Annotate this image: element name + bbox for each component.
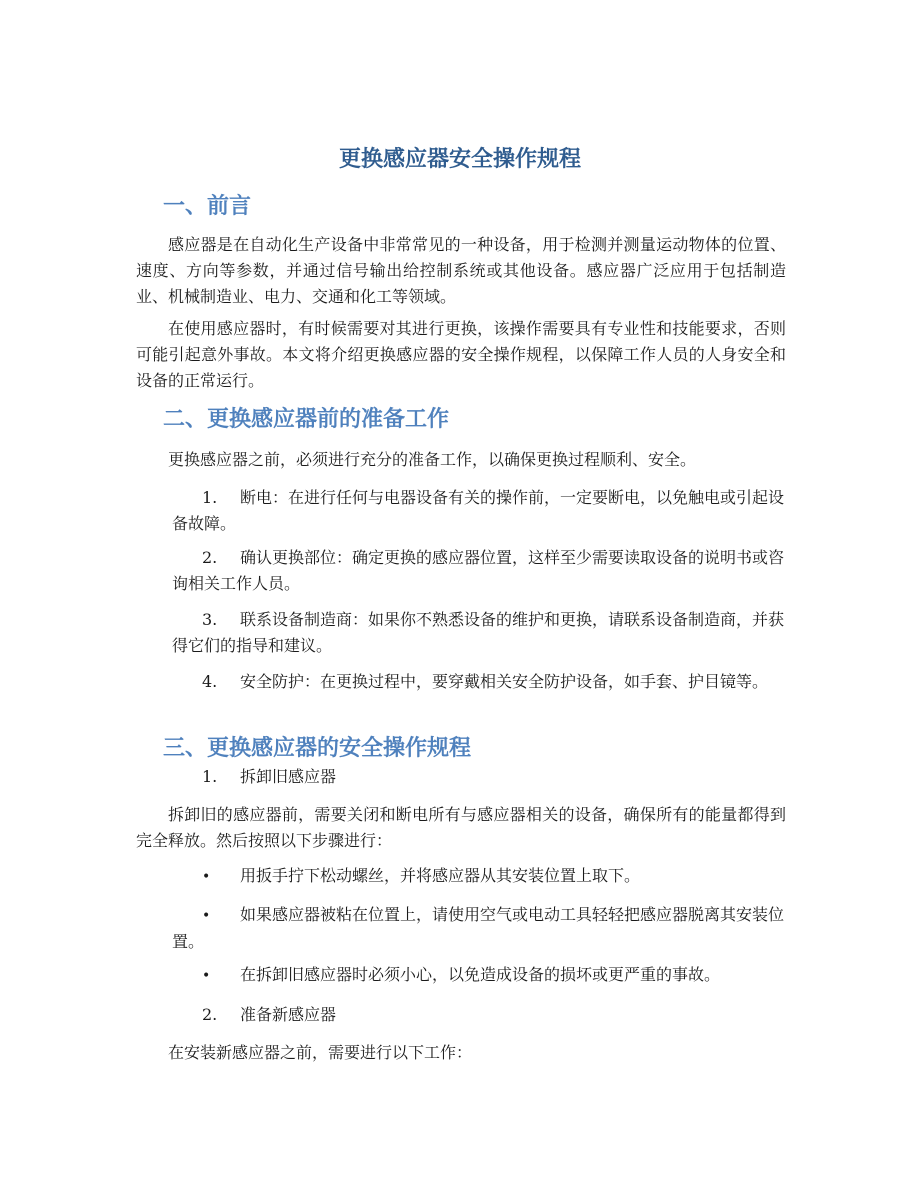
list-item-text: 在拆卸旧感应器时必须小心，以免造成设备的损坏或更严重的事故。 [240, 965, 721, 984]
list-item-text: 拆卸旧感应器 [240, 767, 337, 786]
bullet-item [172, 902, 786, 955]
list-number: 1. [202, 488, 218, 507]
bullet-item [172, 863, 786, 890]
list-item [172, 545, 786, 597]
section-heading-preparation: 二、更换感应器前的准备工作 [163, 406, 450, 432]
list-item-text: 如果感应器被粘在位置上，请使用空气或电动工具轻轻把感应器脱离其安装位置。 [172, 905, 785, 951]
list-number: 3. [202, 610, 218, 629]
list-item-text: 准备新感应器 [240, 1005, 337, 1024]
section-heading-procedure: 三、更换感应器的安全操作规程 [163, 735, 472, 761]
section-heading-preface: 一、前言 [163, 193, 252, 219]
bullet-icon: • [202, 908, 211, 924]
list-item-text: 用扳手拧下松动螺丝，并将感应器从其安装位置上取下。 [240, 866, 641, 885]
list-number: 2. [202, 548, 218, 567]
list-item [172, 1002, 786, 1028]
list-item-text: 安全防护：在更换过程中，要穿戴相关安全防护设备，如手套、护目镜等。 [240, 672, 769, 691]
bullet-icon: • [202, 869, 211, 885]
list-number: 1. [202, 767, 218, 786]
list-number: 4. [202, 672, 218, 691]
list-number: 2. [202, 1005, 218, 1024]
paragraph: 感应器是在自动化生产设备中非常常见的一种设备，用于检测并测量运动物体的位置、速度、方向等参数，并通过信号输出给控制系统或其他设备。感应器广泛应用于包括制造业、机械制造业、电力、交通和化工等领域。 [136, 235, 786, 306]
list-item [172, 764, 786, 790]
paragraph: 更换感应器之前，必须进行充分的准备工作，以确保更换过程顺利、安全。 [168, 450, 697, 469]
paragraph: 在安装新感应器之前，需要进行以下工作： [168, 1043, 473, 1062]
list-item [172, 485, 786, 537]
list-item-text: 联系设备制造商：如果你不熟悉设备的维护和更换，请联系设备制造商，并获得它们的指导和建议。 [172, 610, 785, 655]
list-item-text: 确认更换部位：确定更换的感应器位置，这样至少需要读取设备的说明书或咨询相关工作人员。 [172, 548, 785, 593]
list-item [172, 669, 786, 695]
list-item-text: 断电：在进行任何与电器设备有关的操作前，一定要断电，以免触电或引起设备故障。 [172, 488, 785, 533]
bullet-icon: • [202, 968, 211, 984]
paragraph: 在使用感应器时，有时候需要对其进行更换，该操作需要具有专业性和技能要求，否则可能引起意外事故。本文将介绍更换感应器的安全操作规程，以保障工作人员的人身安全和设备的正常运行。 [136, 319, 786, 390]
paragraph: 拆卸旧的感应器前，需要关闭和断电所有与感应器相关的设备，确保所有的能量都得到完全释放。然后按照以下步骤进行： [136, 805, 786, 850]
list-item [172, 607, 786, 659]
bullet-item [172, 962, 786, 989]
document-title: 更换感应器安全操作规程 [338, 146, 581, 172]
